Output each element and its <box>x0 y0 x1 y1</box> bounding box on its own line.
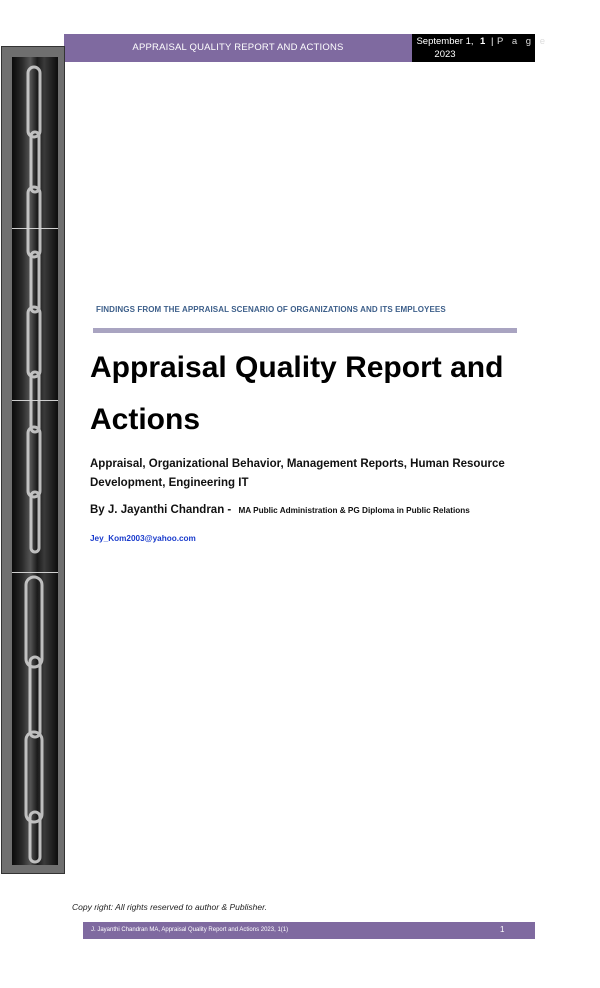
document-title: Appraisal Quality Report and Actions <box>90 351 504 436</box>
footer-citation: J. Jayanthi Chandran MA, Appraisal Quality Report and Actions 2023, 1(1) <box>91 927 289 933</box>
keywords-line: Appraisal, Organizational Behavior, Management Reports, Human Resource Development, Engineering IT <box>90 458 505 489</box>
author-qualifications: MA Public Administration & PG Diploma in Public Relations <box>238 506 470 515</box>
chain-image-strip <box>1 46 65 874</box>
header-date: September 1, 2023 <box>416 36 474 60</box>
header-page-word: P a g e <box>497 36 548 47</box>
subtitle-rule <box>93 328 517 333</box>
author-name: J. Jayanthi Chandran - <box>107 504 232 516</box>
header-page-indicator <box>480 36 548 48</box>
chain-links-graphic <box>12 57 58 865</box>
header-page-separator: | <box>490 36 494 47</box>
copyright-notice: Copy right: All rights reserved to author & Publisher. <box>72 902 267 912</box>
chain-image <box>12 57 58 865</box>
author-email-link[interactable]: Jey_Kom2003@yahoo.com <box>90 534 196 543</box>
header-page-number: 1 <box>480 36 486 47</box>
header-title: APPRAISAL QUALITY REPORT AND ACTIONS <box>132 42 344 53</box>
author-line <box>90 504 550 516</box>
author-prefix: By <box>90 504 105 516</box>
footer-page-number: 1 <box>500 925 505 934</box>
findings-subtitle: FINDINGS FROM THE APPRAISAL SCENARIO OF ORGANIZATIONS AND ITS EMPLOYEES <box>96 305 446 314</box>
